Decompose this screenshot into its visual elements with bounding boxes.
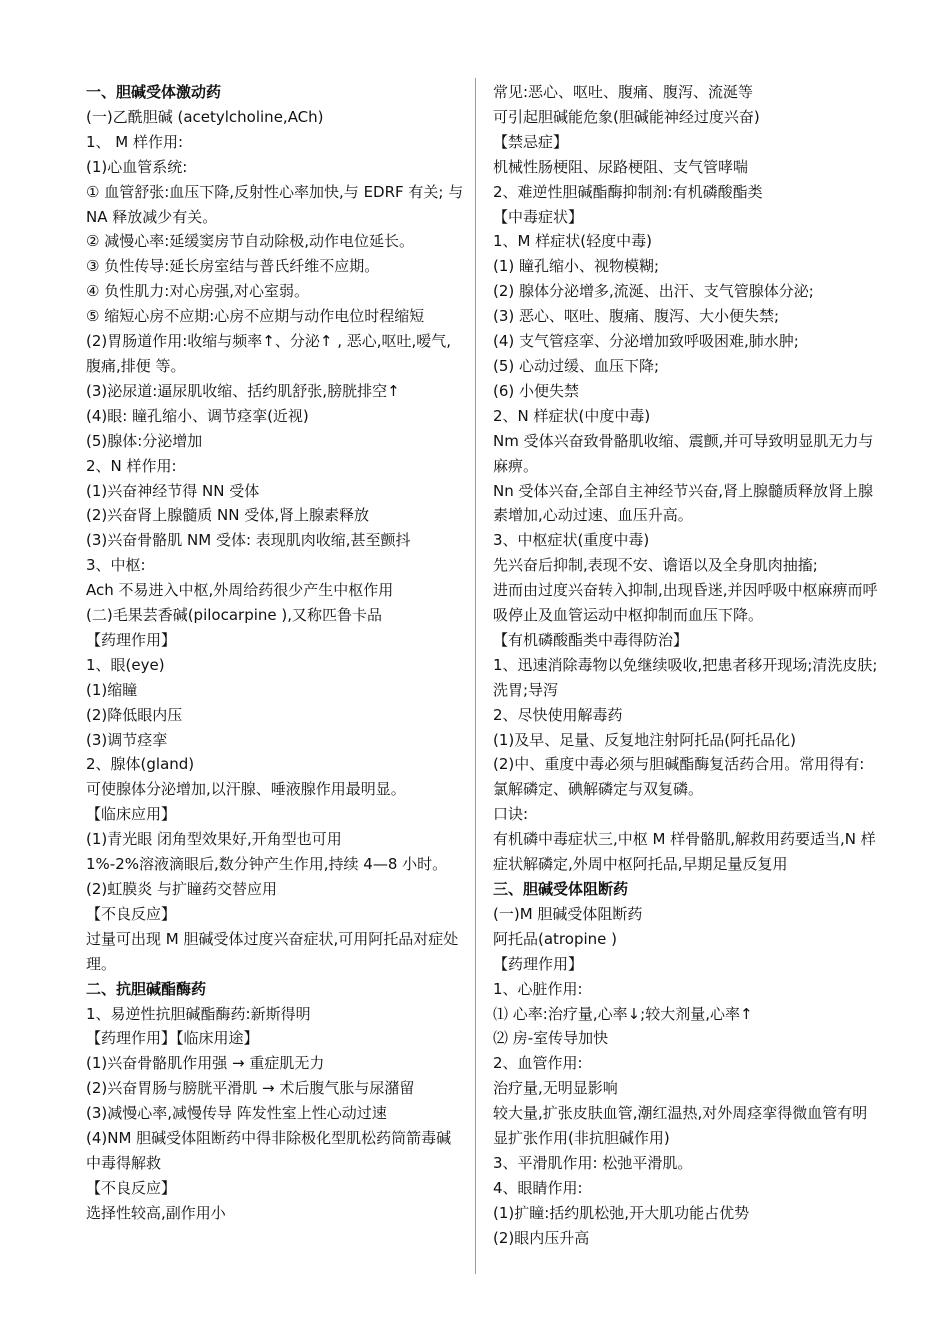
text-line: (2)兴奋胃肠与膀胱平滑肌 → 术后腹气胀与尿潴留 — [86, 1079, 415, 1098]
text-line: (3) 恶心、呕吐、腹痛、腹泻、大小便失禁; — [493, 307, 780, 326]
text-line: 【药理作用】 — [493, 954, 584, 973]
right-column — [493, 80, 878, 1251]
text-line: (5) 心动过缓、血压下降; — [493, 356, 660, 375]
section-heading: 三、胆碱受体阻断药 — [493, 880, 629, 898]
text-line: Nm 受体兴奋致骨骼肌收缩、震颤,并可导致明显肌无力与麻痹。 — [493, 431, 874, 475]
text-line: (1)扩瞳:括约肌松弛,开大肌功能占优势 — [493, 1203, 750, 1222]
text-line: 3、中枢症状(重度中毒) — [493, 531, 650, 550]
text-line: 3、中枢: — [86, 556, 146, 575]
text-line: (5)腺体:分泌增加 — [86, 431, 203, 450]
text-line: 2、腺体(gland) — [86, 755, 195, 774]
text-line: (一)乙酰胆碱 (acetylcholine,ACh) — [86, 107, 324, 126]
text-line: (2)胃肠道作用:收缩与频率↑、分泌↑ , 恶心,呕吐,嗳气,腹痛,排便 等。 — [86, 332, 452, 375]
text-line: (2)兴奋肾上腺髓质 NN 受体,肾上腺素释放 — [86, 506, 369, 525]
text-line: 可引起胆碱能危象(胆碱能神经过度兴奋) — [493, 107, 760, 126]
text-line: (3)泌尿道:逼尿肌收缩、括约肌舒张,膀胱排空↑ — [86, 381, 400, 400]
text-line: 2、难逆性胆碱酯酶抑制剂:有机磷酸酯类 — [493, 182, 763, 201]
text-line: 1、 M 样作用: — [86, 132, 184, 151]
text-line: 1、眼(eye) — [86, 655, 165, 674]
text-line: (1)青光眼 闭角型效果好,开角型也可用 — [86, 830, 342, 849]
text-line: (4)NM 胆碱受体阻断药中得非除极化型肌松药筒箭毒碱中毒得解救 — [86, 1129, 452, 1172]
text-line: 【中毒症状】 — [493, 207, 584, 226]
text-line: (2)虹膜炎 与扩瞳药交替应用 — [86, 880, 278, 898]
text-line: 【禁忌症】 — [493, 132, 569, 151]
text-line: 阿托品(atropine ) — [493, 929, 617, 948]
text-line: 【不良反应】 — [86, 1178, 177, 1197]
text-line: (一)M 胆碱受体阻断药 — [493, 904, 643, 923]
text-line: (1)心血管系统: — [86, 157, 188, 176]
text-line: 1%-2%溶液滴眼后,数分钟产生作用,持续 4—8 小时。 — [86, 855, 448, 874]
text-line: 有机磷中毒症状三,中枢 M 样骨骼肌,解救用药要适当,N 样症状解磷定,外周中枢阿托品,早期足量反复用 — [493, 830, 876, 874]
text-line: (4) 支气管痉挛、分泌增加致呼吸困难,肺水肿; — [493, 332, 799, 351]
text-line: (1) 瞳孔缩小、视物模糊; — [493, 257, 660, 276]
text-line: 2、尽快使用解毒药 — [493, 705, 623, 724]
text-line: (2) 腺体分泌增多,流涎、出汗、支气管腺体分泌; — [493, 282, 814, 301]
text-line: (3)调节痉挛 — [86, 730, 168, 749]
text-line: (1)兴奋骨骼肌作用强 → 重症肌无力 — [86, 1054, 325, 1073]
text-line: 【药理作用】【临床用途】 — [86, 1029, 259, 1048]
text-line: 4、眼睛作用: — [493, 1178, 583, 1197]
text-line: Nn 受体兴奋,全部自主神经节兴奋,肾上腺髓质释放肾上腺素增加,心动过速、血压升高。 — [493, 481, 874, 525]
text-line: 【不良反应】 — [86, 904, 177, 923]
text-line: ⑵ 房-室传导加快 — [493, 1029, 609, 1048]
text-line: 1、易逆性抗胆碱酯酶药:新斯得明 — [86, 1004, 311, 1023]
section-heading: 一、胆碱受体激动药 — [86, 83, 222, 101]
text-line: 过量可出现 M 胆碱受体过度兴奋症状,可用阿托品对症处理。 — [86, 929, 459, 973]
text-line: 口诀: — [493, 805, 529, 824]
text-line: 2、N 样作用: — [86, 456, 177, 475]
text-line: 机械性肠梗阻、尿路梗阻、支气管哮喘 — [493, 157, 749, 176]
text-line: 较大量,扩张皮肤血管,潮红温热,对外周痉挛得微血管有明显扩张作用(非抗胆碱作用) — [493, 1104, 868, 1148]
text-line: (6) 小便失禁 — [493, 381, 580, 400]
text-line: 1、迅速消除毒物以免继续吸收,把患者移开现场;清洗皮肤;洗胃;导泻 — [493, 655, 878, 699]
text-line: (1)缩瞳 — [86, 680, 138, 699]
text-line: Ach 不易进入中枢,外周给药很少产生中枢作用 — [86, 581, 394, 600]
text-line: 2、血管作用: — [493, 1054, 583, 1073]
text-line: 【有机磷酸酯类中毒得防治】 — [493, 630, 689, 649]
column-divider — [475, 78, 476, 1274]
text-line: ③ 负性传导:延长房室结与普氏纤维不应期。 — [86, 257, 380, 276]
text-line: (2)眼内压升高 — [493, 1228, 590, 1247]
text-line: 进而由过度兴奋转入抑制,出现昏迷,并因呼吸中枢麻痹而呼吸停止及血管运动中枢抑制而血压下降。 — [493, 581, 878, 625]
text-line: (3)减慢心率,减慢传导 阵发性室上性心动过速 — [86, 1104, 387, 1123]
text-line: ⑤ 缩短心房不应期:心房不应期与动作电位时程缩短 — [86, 307, 425, 326]
text-line: 【临床应用】 — [86, 805, 177, 824]
text-line: (1)及早、足量、反复地注射阿托品(阿托品化) — [493, 730, 796, 749]
text-line: 1、M 样症状(轻度中毒) — [493, 232, 652, 251]
text-line: (3)兴奋骨骼肌 NM 受体: 表现肌肉收缩,甚至颤抖 — [86, 531, 411, 550]
text-line: 3、平滑肌作用: 松弛平滑肌。 — [493, 1153, 693, 1172]
text-line: ⑴ 心率:治疗量,心率↓;较大剂量,心率↑ — [493, 1004, 753, 1023]
text-line: (2)降低眼内压 — [86, 705, 183, 724]
text-line: ④ 负性肌力:对心房强,对心室弱。 — [86, 282, 310, 301]
section-heading: 二、抗胆碱酯酶药 — [86, 979, 207, 998]
text-line: (1)兴奋神经节得 NN 受体 — [86, 481, 260, 500]
left-column — [86, 80, 466, 1226]
text-line: 先兴奋后抑制,表现不安、谵语以及全身肌肉抽搐; — [493, 556, 818, 575]
text-line: (二)毛果芸香碱(pilocarpine ),又称匹鲁卡品 — [86, 606, 383, 625]
text-line: ① 血管舒张:血压下降,反射性心率加快,与 EDRF 有关; 与 NA 释放减少有关。 — [86, 182, 464, 226]
text-line: 治疗量,无明显影响 — [493, 1079, 618, 1098]
text-line: 1、心脏作用: — [493, 979, 583, 998]
text-line: 常见:恶心、呕吐、腹痛、腹泻、流涎等 — [493, 83, 754, 101]
text-line: ② 减慢心率:延缓窦房节自动除极,动作电位延长。 — [86, 232, 415, 251]
text-line: (2)中、重度中毒必须与胆碱酯酶复活药合用。常用得有:氯解磷定、碘解磷定与双复磷。 — [493, 755, 865, 799]
text-line: 【药理作用】 — [86, 630, 177, 649]
text-line: 可使腺体分泌增加,以汗腺、唾液腺作用最明显。 — [86, 780, 406, 799]
text-line: (4)眼: 瞳孔缩小、调节痉挛(近视) — [86, 406, 309, 425]
text-line: 选择性较高,副作用小 — [86, 1203, 226, 1222]
text-line: 2、N 样症状(中度中毒) — [493, 406, 651, 425]
